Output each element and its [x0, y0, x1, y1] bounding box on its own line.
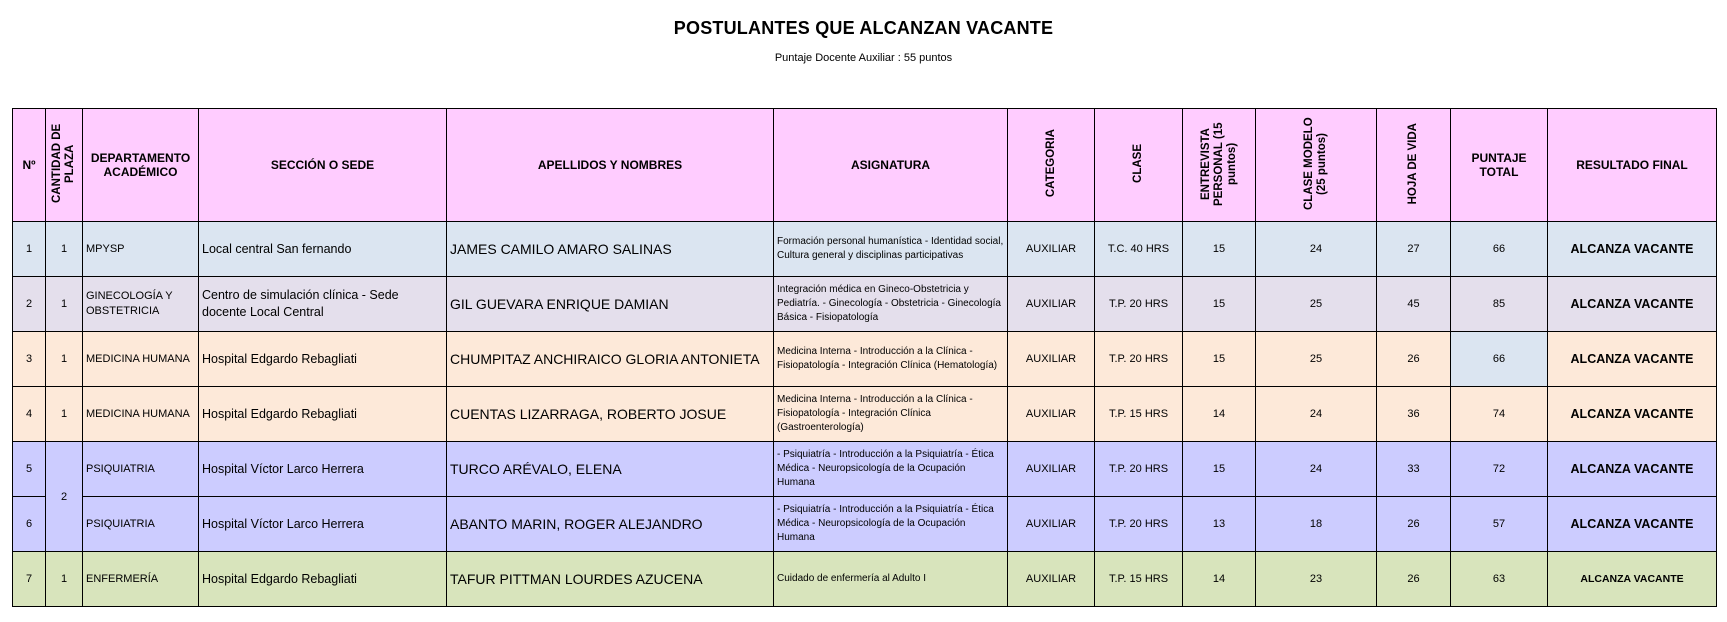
- cell-categoria: AUXILIAR: [1008, 497, 1095, 552]
- cell-n: 4: [13, 387, 46, 442]
- table-row: [13, 387, 1717, 442]
- cell-resultado: ALCANZA VACANTE: [1548, 222, 1717, 277]
- table-row: [13, 552, 1717, 607]
- cell-clase-modelo: 24: [1256, 222, 1377, 277]
- cell-hoja-vida: 26: [1377, 332, 1451, 387]
- cell-sede: Centro de simulación clínica - Sede docente Local Central: [199, 277, 447, 332]
- cell-entrevista: 15: [1183, 277, 1256, 332]
- cell-departamento: ENFERMERÍA: [83, 552, 199, 607]
- cell-asignatura: Formación personal humanística - Identidad social, Cultura general y disciplinas participativas: [774, 222, 1008, 277]
- cell-departamento: MPYSP: [83, 222, 199, 277]
- cell-asignatura: Medicina Interna - Introducción a la Clínica - Fisiopatología - Integración Clínica (Hematología): [774, 332, 1008, 387]
- cell-resultado: ALCANZA VACANTE: [1548, 277, 1717, 332]
- page-subtitle: Puntaje Docente Auxiliar : 55 puntos: [774, 52, 953, 64]
- cell-clase-modelo: 18: [1256, 497, 1377, 552]
- cell-clase: T.P. 20 HRS: [1095, 497, 1183, 552]
- cell-departamento: PSIQUIATRIA: [83, 442, 199, 497]
- cell-departamento: PSIQUIATRIA: [83, 497, 199, 552]
- cell-nombres: TAFUR PITTMAN LOURDES AZUCENA: [447, 552, 774, 607]
- header-clase-modelo: CLASE MODELO (25 puntos): [1256, 109, 1377, 222]
- table-row: [13, 442, 1717, 497]
- cell-puntaje-total: 85: [1451, 277, 1548, 332]
- cell-clase: T.P. 20 HRS: [1095, 442, 1183, 497]
- cell-categoria: AUXILIAR: [1008, 442, 1095, 497]
- header-asignatura: ASIGNATURA: [774, 109, 1008, 222]
- header-departamento: DEPARTAMENTO ACADÉMICO: [83, 109, 199, 222]
- cell-puntaje-total: 66: [1451, 332, 1548, 387]
- cell-clase-modelo: 23: [1256, 552, 1377, 607]
- cell-nombres: CUENTAS LIZARRAGA, ROBERTO JOSUE: [447, 387, 774, 442]
- cell-categoria: AUXILIAR: [1008, 552, 1095, 607]
- header-nombres: APELLIDOS Y NOMBRES: [447, 109, 774, 222]
- cell-puntaje-total: 66: [1451, 222, 1548, 277]
- cell-cantidad: 1: [46, 222, 83, 277]
- cell-asignatura: - Psiquiatría - Introducción a la Psiquiatría - Ética Médica - Neuropsicología de la Ocupación Humana: [774, 497, 1008, 552]
- cell-hoja-vida: 45: [1377, 277, 1451, 332]
- cell-categoria: AUXILIAR: [1008, 222, 1095, 277]
- cell-departamento: MEDICINA HUMANA: [83, 387, 199, 442]
- cell-nombres: GIL GUEVARA ENRIQUE DAMIAN: [447, 277, 774, 332]
- table-row: [13, 332, 1717, 387]
- cell-departamento: GINECOLOGÍA Y OBSTETRICIA: [83, 277, 199, 332]
- cell-clase: T.P. 20 HRS: [1095, 332, 1183, 387]
- results-table: [12, 108, 1717, 607]
- page-title: POSTULANTES QUE ALCANZAN VACANTE: [673, 18, 1054, 38]
- cell-departamento: MEDICINA HUMANA: [83, 332, 199, 387]
- cell-sede: Hospital Edgardo Rebagliati: [199, 552, 447, 607]
- header-hoja-vida: HOJA DE VIDA: [1377, 109, 1451, 222]
- cell-clase-modelo: 25: [1256, 332, 1377, 387]
- cell-n: 5: [13, 442, 46, 497]
- cell-n: 6: [13, 497, 46, 552]
- header-cantidad: CANTIDAD DE PLAZA: [46, 109, 83, 222]
- cell-clase: T.C. 40 HRS: [1095, 222, 1183, 277]
- cell-categoria: AUXILIAR: [1008, 387, 1095, 442]
- cell-resultado: ALCANZA VACANTE: [1548, 387, 1717, 442]
- cell-clase-modelo: 25: [1256, 277, 1377, 332]
- cell-entrevista: 15: [1183, 222, 1256, 277]
- cell-sede: Hospital Edgardo Rebagliati: [199, 332, 447, 387]
- cell-cantidad: 1: [46, 552, 83, 607]
- table-row: [13, 497, 1717, 552]
- cell-cantidad: 1: [46, 277, 83, 332]
- cell-asignatura: Cuidado de enfermería al Adulto I: [774, 552, 1008, 607]
- cell-nombres: JAMES CAMILO AMARO SALINAS: [447, 222, 774, 277]
- cell-asignatura: Medicina Interna - Introducción a la Clínica - Fisiopatología - Integración Clínica (Gastroenterología): [774, 387, 1008, 442]
- cell-cantidad: 1: [46, 387, 83, 442]
- cell-asignatura: Integración médica en Gineco-Obstetricia y Pediatría. - Ginecología - Obstetricia - Ginecología Básica - Fisiopatología: [774, 277, 1008, 332]
- cell-sede: Local central San fernando: [199, 222, 447, 277]
- cell-resultado: ALCANZA VACANTE: [1548, 497, 1717, 552]
- cell-puntaje-total: 72: [1451, 442, 1548, 497]
- cell-n: 7: [13, 552, 46, 607]
- cell-entrevista: 13: [1183, 497, 1256, 552]
- cell-nombres: CHUMPITAZ ANCHIRAICO GLORIA ANTONIETA: [447, 332, 774, 387]
- cell-hoja-vida: 26: [1377, 497, 1451, 552]
- cell-hoja-vida: 26: [1377, 552, 1451, 607]
- cell-sede: Hospital Víctor Larco Herrera: [199, 497, 447, 552]
- cell-resultado: ALCANZA VACANTE: [1548, 332, 1717, 387]
- cell-sede: Hospital Edgardo Rebagliati: [199, 387, 447, 442]
- cell-n: 3: [13, 332, 46, 387]
- table-header-row: [13, 109, 1717, 222]
- cell-hoja-vida: 27: [1377, 222, 1451, 277]
- cell-clase: T.P. 15 HRS: [1095, 387, 1183, 442]
- cell-sede: Hospital Víctor Larco Herrera: [199, 442, 447, 497]
- cell-puntaje-total: 74: [1451, 387, 1548, 442]
- cell-resultado: ALCANZA VACANTE: [1548, 442, 1717, 497]
- header-sede: SECCIÓN O SEDE: [199, 109, 447, 222]
- header-puntaje-total: PUNTAJE TOTAL: [1451, 109, 1548, 222]
- cell-hoja-vida: 36: [1377, 387, 1451, 442]
- cell-hoja-vida: 33: [1377, 442, 1451, 497]
- cell-clase-modelo: 24: [1256, 387, 1377, 442]
- cell-clase: T.P. 15 HRS: [1095, 552, 1183, 607]
- cell-nombres: ABANTO MARIN, ROGER ALEJANDRO: [447, 497, 774, 552]
- header-clase: CLASE: [1095, 109, 1183, 222]
- table-row: [13, 222, 1717, 277]
- cell-entrevista: 15: [1183, 442, 1256, 497]
- cell-puntaje-total: 63: [1451, 552, 1548, 607]
- cell-categoria: AUXILIAR: [1008, 277, 1095, 332]
- cell-resultado: ALCANZA VACANTE: [1548, 552, 1717, 607]
- cell-clase: T.P. 20 HRS: [1095, 277, 1183, 332]
- cell-asignatura: - Psiquiatría - Introducción a la Psiquiatría - Ética Médica - Neuropsicología de la Ocupación Humana: [774, 442, 1008, 497]
- cell-entrevista: 14: [1183, 552, 1256, 607]
- cell-n: 1: [13, 222, 46, 277]
- header-resultado: RESULTADO FINAL: [1548, 109, 1717, 222]
- cell-n: 2: [13, 277, 46, 332]
- cell-clase-modelo: 24: [1256, 442, 1377, 497]
- header-n: Nº: [13, 109, 46, 222]
- table-row: [13, 277, 1717, 332]
- cell-cantidad: 1: [46, 332, 83, 387]
- cell-cantidad: 2: [46, 442, 83, 552]
- cell-categoria: AUXILIAR: [1008, 332, 1095, 387]
- cell-entrevista: 14: [1183, 387, 1256, 442]
- header-entrevista: ENTREVISTA PERSONAL (15 puntos): [1183, 109, 1256, 222]
- cell-puntaje-total: 57: [1451, 497, 1548, 552]
- cell-nombres: TURCO ARÉVALO, ELENA: [447, 442, 774, 497]
- cell-entrevista: 15: [1183, 332, 1256, 387]
- header-categoria: CATEGORIA: [1008, 109, 1095, 222]
